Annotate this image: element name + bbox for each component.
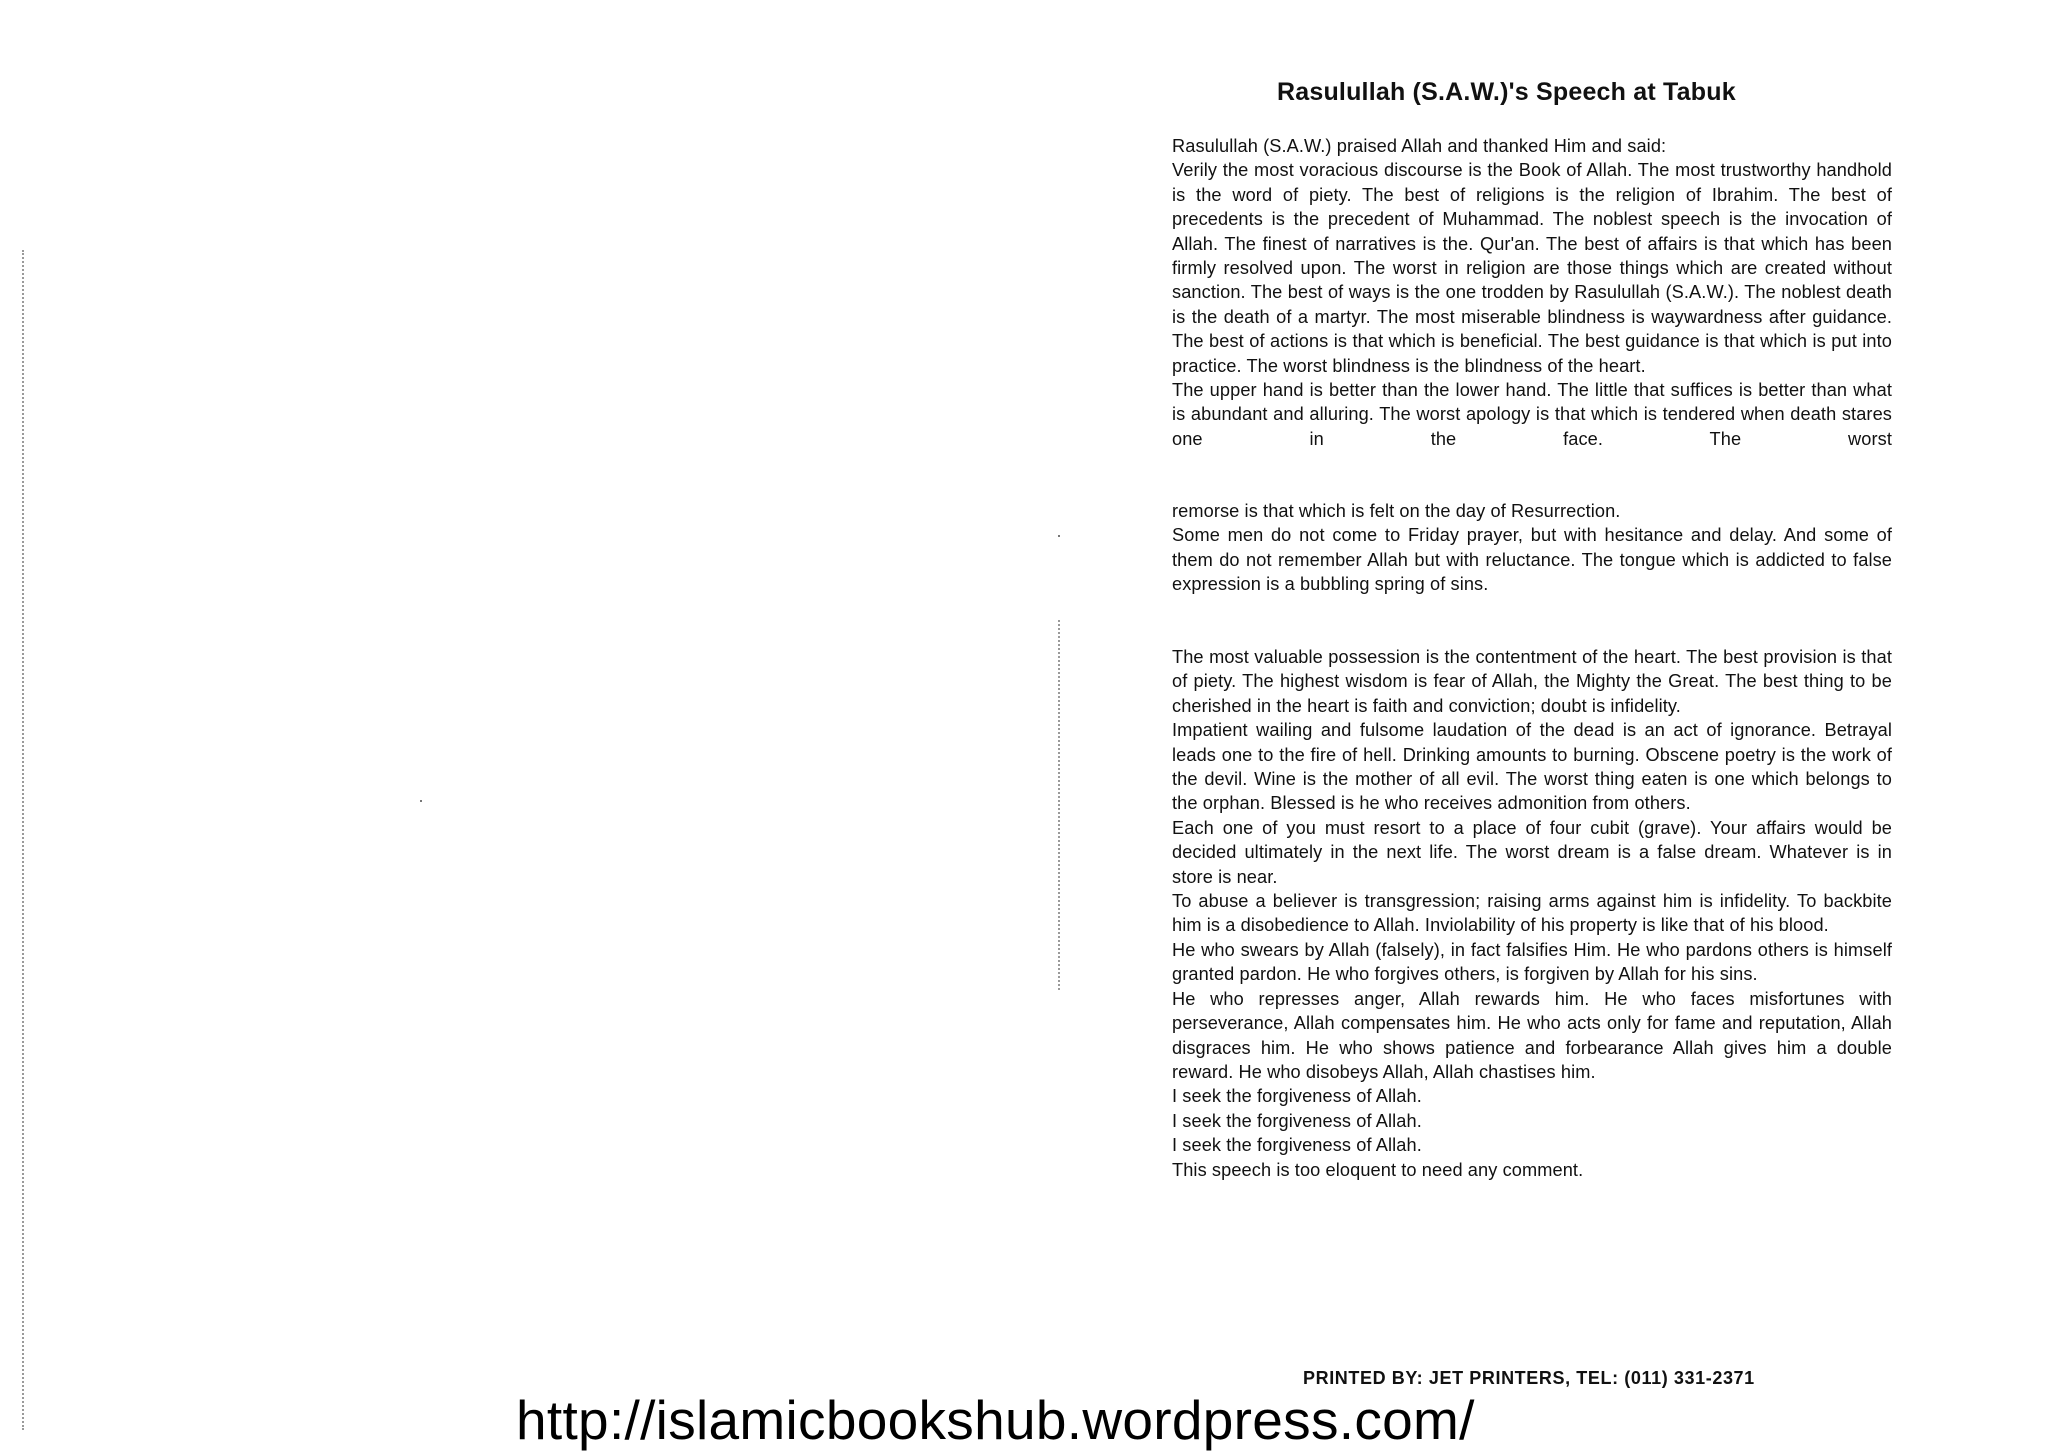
paragraph: This speech is too eloquent to need any comment. bbox=[1172, 1159, 1584, 1180]
paragraph: remorse is that which is felt on the day of Resurrection. bbox=[1172, 501, 1621, 521]
scan-speck bbox=[1058, 535, 1060, 537]
paragraph: I seek the forgiveness of Allah. bbox=[1172, 1110, 1422, 1131]
paragraph: I seek the forgiveness of Allah. bbox=[1172, 1135, 1422, 1156]
paragraph: Some men do not come to Friday prayer, but with hesitance and delay. And some of them do not remember Allah but with reluctance. The tongue which is addicted to false expression is a bubbling spring of sins. bbox=[1172, 525, 1892, 595]
printer-credit: PRINTED BY: JET PRINTERS, TEL: (011) 331-2371 bbox=[1303, 1368, 1755, 1388]
paragraph: Impatient wailing and fulsome laudation of the dead is an act of ignorance. Betrayal leads one to the fire of hell. Drinking amounts to burning. Obscene poetry is the work of the devil. Wine is the mother of all evil. The worst thing eaten is one which belongs to the orphan. Blessed is he who receives admonition from others. bbox=[1172, 720, 1892, 814]
page-title: Rasulullah (S.A.W.)'s Speech at Tabuk bbox=[1277, 78, 1736, 106]
paragraph: Verily the most voracious discourse is the Book of Allah. The most trustworthy handhold is the word of piety. The best of religions is the religion of Ibrahim. The best of precedents is the precedent of Muhammad. The noblest speech is the invocation of Allah. The finest of narratives is the. Qur'an. The best of affairs is that which has been firmly resolved upon. The worst in religion are those things which are created without sanction. The best of ways is the one trodden by Rasulullah (S.A.W.). The noblest death is the death of a martyr. The most miserable blindness is waywardness after guidance. The best of actions is that which is beneficial. The best guidance is that which is put into practice. The worst blindness is the blindness of the heart. bbox=[1172, 160, 1892, 376]
text-block-2 bbox=[1172, 499, 1892, 597]
scan-speck bbox=[420, 800, 422, 802]
paragraph: The upper hand is better than the lower hand. The little that suffices is better than what is abundant and alluring. The worst apology is that which is tendered when death stares one in the face. The worst bbox=[1172, 380, 1892, 449]
paragraph: Each one of you must resort to a place of four cubit (grave). Your affairs would be decided ultimately in the next life. The worst dream is a false dream. Whatever is in store is near. bbox=[1172, 817, 1892, 887]
text-block-1 bbox=[1172, 134, 1892, 451]
paragraph: To abuse a believer is transgression; raising arms against him is infidelity. To backbite him is a disobedience to Allah. Inviolability of his property is like that of his blood. bbox=[1172, 891, 1892, 936]
paragraph: I seek the forgiveness of Allah. bbox=[1172, 1086, 1422, 1107]
scan-artifact-middle bbox=[1058, 620, 1060, 990]
paragraph: The most valuable possession is the contentment of the heart. The best provision is that of piety. The highest wisdom is fear of Allah, the Mighty the Great. The best thing to be cherished in the heart is faith and conviction; doubt is infidelity. bbox=[1172, 647, 1892, 716]
text-block-3 bbox=[1172, 645, 1892, 1182]
paragraph: He who represses anger, Allah rewards him. He who faces misfortunes with perseverance, Allah compensates him. He who acts only for fame and reputation, Allah disgraces him. He who shows patience and forbearance Allah gives him a double reward. He who disobeys Allah, Allah chastises him. bbox=[1172, 988, 1892, 1082]
paragraph: Rasulullah (S.A.W.) praised Allah and thanked Him and said: bbox=[1172, 136, 1667, 156]
paragraph: He who swears by Allah (falsely), in fact falsifies Him. He who pardons others is himself granted pardon. He who forgives others, is forgiven by Allah for his sins. bbox=[1172, 939, 1892, 985]
watermark-url[interactable]: http://islamicbookshub.wordpress.com/ bbox=[516, 1389, 1475, 1451]
scan-artifact-left bbox=[22, 250, 24, 1430]
